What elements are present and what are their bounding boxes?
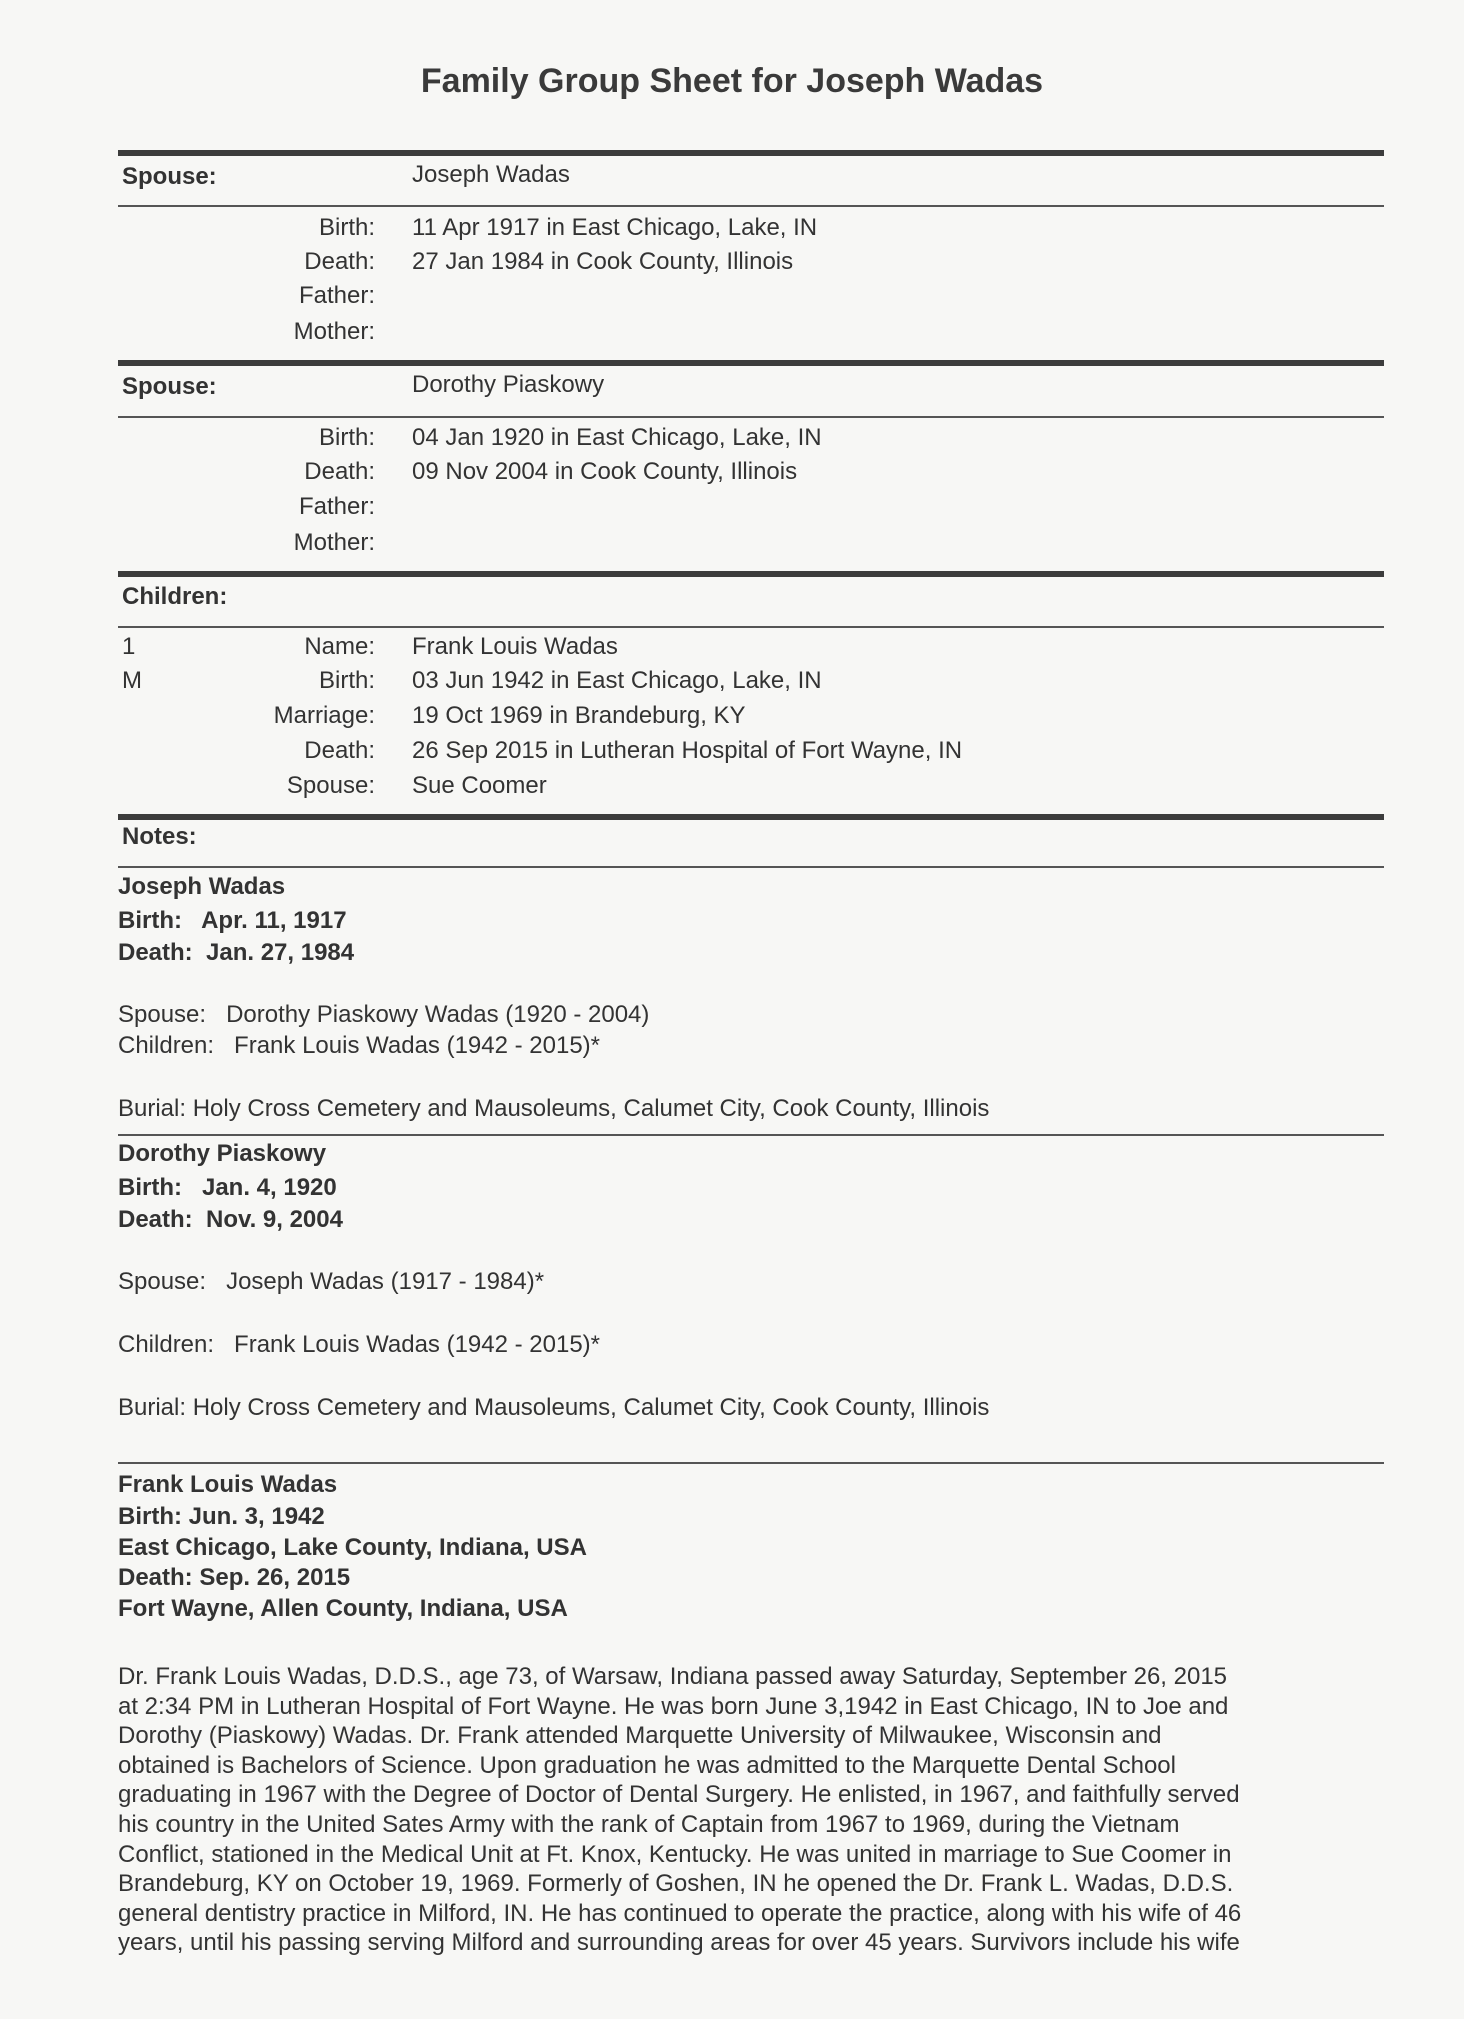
spouse1-section-label: Spouse: <box>122 163 217 190</box>
note-joseph-children: Children: Frank Louis Wadas (1942 - 2015)* <box>118 1032 601 1059</box>
spouse1-mother-label: Mother: <box>293 318 375 345</box>
spouse2-birth: 04 Jan 1920 in East Chicago, Lake, IN <box>412 424 822 451</box>
spouse2-mother-label: Mother: <box>293 529 375 556</box>
page-title: Family Group Sheet for Joseph Wadas <box>420 62 1044 100</box>
children-section-label: Children: <box>122 583 228 610</box>
note-frank-name: Frank Louis Wadas <box>118 1471 338 1498</box>
child-number: 1 <box>122 633 136 660</box>
note-dorothy-burial: Burial: Holy Cross Cemetery and Mausoleums, Calumet City, Cook County, Illinois <box>118 1394 990 1421</box>
section-rule <box>118 150 1384 156</box>
child-name: Frank Louis Wadas <box>412 633 618 660</box>
note-frank-obituary <box>118 1662 1388 1958</box>
spouse2-section-label: Spouse: <box>122 373 217 400</box>
spouse1-birth: 11 Apr 1917 in East Chicago, Lake, IN <box>412 214 818 241</box>
section-divider <box>118 205 1384 207</box>
note-dorothy-birth: Birth: Jan. 4, 1920 <box>118 1174 337 1201</box>
spouse2-death: 09 Nov 2004 in Cook County, Illinois <box>412 458 798 485</box>
spouse1-birth-label: Birth: <box>318 214 375 241</box>
note-frank-birth-place: East Chicago, Lake County, Indiana, USA <box>118 1534 587 1561</box>
spouse1-death-label: Death: <box>304 248 375 275</box>
spouse2-death-label: Death: <box>304 458 375 485</box>
note-dorothy-spouse: Spouse: Joseph Wadas (1917 - 1984)* <box>118 1268 545 1295</box>
note-joseph-spouse: Spouse: Dorothy Piaskowy Wadas (1920 - 2004) <box>118 1001 650 1028</box>
spouse2-birth-label: Birth: <box>318 424 375 451</box>
obituary-line: Dorothy (Piaskowy) Wadas. Dr. Frank attended Marquette University of Milwaukee, Wisconsin and <box>118 1722 1162 1750</box>
note-dorothy-death: Death: Nov. 9, 2004 <box>118 1206 343 1233</box>
spouse2-father-label: Father: <box>298 493 375 520</box>
note-joseph-death: Death: Jan. 27, 1984 <box>118 939 355 966</box>
child-death-label: Death: <box>304 737 375 764</box>
child-marriage: 19 Oct 1969 in Brandeburg, KY <box>412 702 746 729</box>
note-dorothy-children: Children: Frank Louis Wadas (1942 - 2015)* <box>118 1331 601 1358</box>
child-sex: M <box>122 667 142 694</box>
note-frank-death-place: Fort Wayne, Allen County, Indiana, USA <box>118 1595 568 1622</box>
section-divider <box>118 626 1384 628</box>
child-spouse: Sue Coomer <box>412 772 547 799</box>
note-divider <box>118 1462 1384 1464</box>
section-divider <box>118 866 1384 868</box>
note-divider <box>118 1134 1384 1136</box>
obituary-line: obtained is Bachelors of Science. Upon graduation he was admitted to the Marquette Dental School <box>118 1751 1176 1779</box>
child-marriage-label: Marriage: <box>273 702 375 729</box>
notes-section-label: Notes: <box>122 823 197 850</box>
section-rule <box>118 814 1384 820</box>
spouse2-name: Dorothy Piaskowy <box>412 371 605 398</box>
spouse1-death: 27 Jan 1984 in Cook County, Illinois <box>412 248 794 275</box>
obituary-line: Dr. Frank Louis Wadas, D.D.S., age 73, of Warsaw, Indiana passed away Saturday, September 26, 2015 <box>118 1663 1228 1690</box>
section-divider <box>118 416 1384 418</box>
child-spouse-label: Spouse: <box>286 772 375 799</box>
spouse1-father-label: Father: <box>298 282 375 309</box>
obituary-line: general dentistry practice in Milford, IN. He has continued to operate the practice, along with his wife of 46 <box>118 1899 1242 1927</box>
obituary-line: graduating in 1967 with the Degree of Doctor of Dental Surgery. He enlisted, in 1967, and faithfully served <box>118 1781 1240 1809</box>
section-rule <box>118 571 1384 577</box>
note-frank-birth: Birth: Jun. 3, 1942 <box>118 1503 325 1530</box>
child-name-label: Name: <box>304 633 375 660</box>
obituary-line: Brandeburg, KY on October 19, 1969. Formerly of Goshen, IN he opened the Dr. Frank L. Wadas, D.D.S. <box>118 1870 1234 1898</box>
obituary-line: years, until his passing serving Milford and surrounding areas for over 45 years. Survivors include his wife <box>118 1929 1240 1957</box>
child-birth-label: Birth: <box>318 667 375 694</box>
note-dorothy-name: Dorothy Piaskowy <box>118 1140 327 1167</box>
spouse1-name: Joseph Wadas <box>412 161 570 188</box>
child-death: 26 Sep 2015 in Lutheran Hospital of Fort Wayne, IN <box>412 737 963 764</box>
note-joseph-burial: Burial: Holy Cross Cemetery and Mausoleums, Calumet City, Cook County, Illinois <box>118 1095 990 1122</box>
obituary-line: Conflict, stationed in the Medical Unit at Ft. Knox, Kentucky. He was united in marriage to Sue Coomer in <box>118 1840 1232 1868</box>
note-frank-death: Death: Sep. 26, 2015 <box>118 1564 351 1591</box>
note-joseph-name: Joseph Wadas <box>118 873 286 900</box>
obituary-line: at 2:34 PM in Lutheran Hospital of Fort Wayne. He was born June 3,1942 in East Chicago, IN to Joe and <box>118 1692 1229 1720</box>
section-rule <box>118 360 1384 366</box>
obituary-line: his country in the United Sates Army with the rank of Captain from 1967 to 1969, during the Vietnam <box>118 1810 1180 1838</box>
child-birth: 03 Jun 1942 in East Chicago, Lake, IN <box>412 667 822 694</box>
note-joseph-birth: Birth: Apr. 11, 1917 <box>118 907 347 934</box>
